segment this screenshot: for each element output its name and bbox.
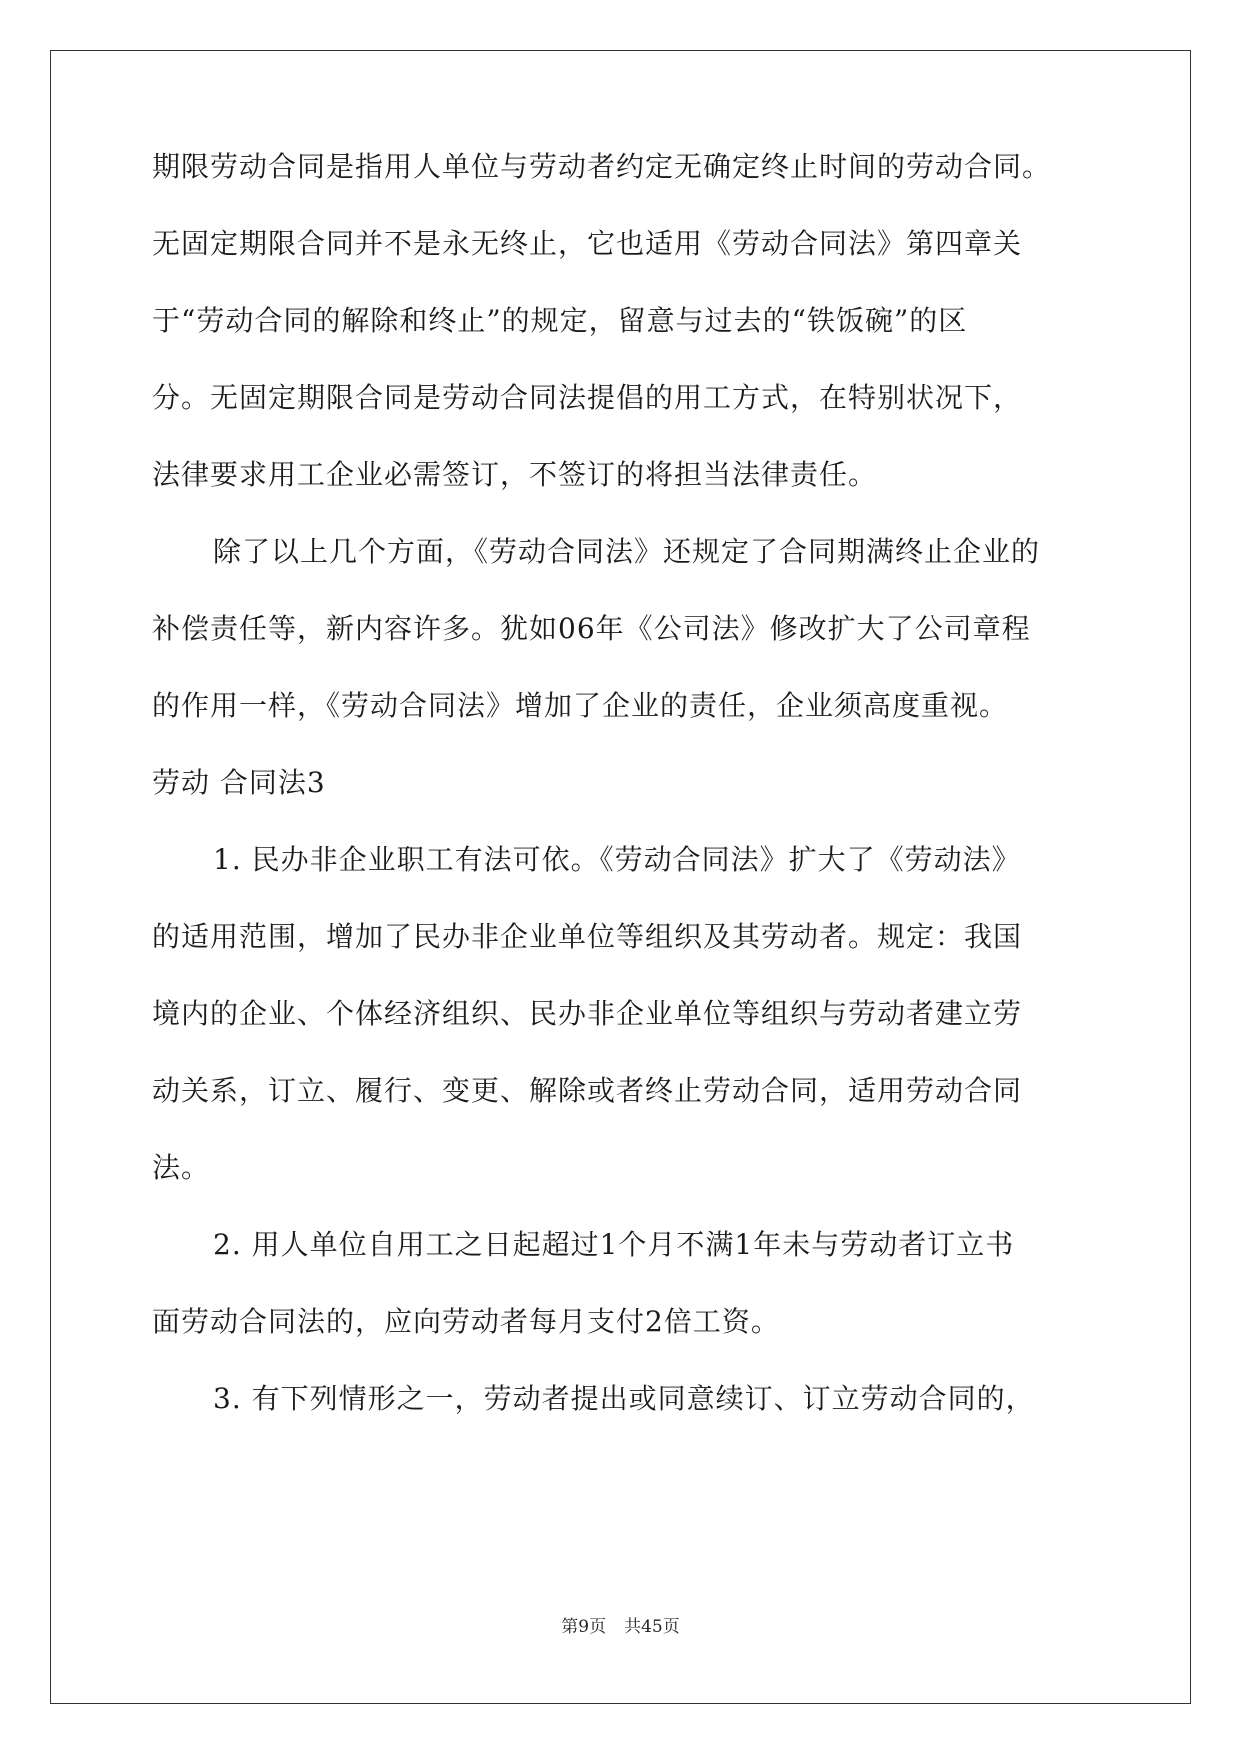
body-text-line: 动关系，订立、履行、变更、解除或者终止劳动合同，适用劳动合同 — [152, 1074, 1023, 1107]
body-text-line: 无固定期限合同并不是永无终止，它也适用《劳动合同法》第四章关 — [152, 227, 1023, 260]
list-item-1: 1. 民办非企业职工有法可依。《劳动合同法》扩大了《劳动法》 — [213, 843, 1021, 876]
body-text-line: 法。 — [152, 1151, 211, 1184]
body-text-line: 的作用一样，《劳动合同法》增加了企业的责任，企业须高度重视。 — [152, 689, 1009, 722]
page-footer — [0, 1616, 1241, 1638]
body-text-line: 分。无固定期限合同是劳动合同法提倡的用工方式，在特别状况下， — [152, 381, 1023, 414]
paragraph-first-line: 除了以上几个方面，《劳动合同法》还规定了合同期满终止企业的 — [213, 535, 1041, 568]
body-text-line: 法律要求用工企业必需签订，不签订的将担当法律责任。 — [152, 458, 878, 491]
list-item-2: 2. 用人单位自用工之日起超过1个月不满1年未与劳动者订立书 — [213, 1228, 1015, 1261]
section-heading: 劳动 合同法3 — [152, 766, 326, 799]
body-text-line: 境内的企业、个体经济组织、民办非企业单位等组织与劳动者建立劳 — [152, 997, 1023, 1030]
body-text-line: 的适用范围，增加了民办非企业单位等组织及其劳动者。规定：我国 — [152, 920, 1023, 953]
total-pages: 共45页 — [624, 1617, 680, 1637]
body-text-line: 面劳动合同法的，应向劳动者每月支付2倍工资。 — [152, 1305, 780, 1338]
body-text-line: 补偿责任等，新内容许多。犹如06年《公司法》修改扩大了公司章程 — [152, 612, 1031, 645]
body-text-line: 期限劳动合同是指用人单位与劳动者约定无确定终止时间的劳动合同。 — [152, 150, 1052, 183]
current-page-number: 第9页 — [561, 1617, 607, 1637]
body-text-line: 于“劳动合同的解除和终止”的规定，留意与过去的“铁饭碗”的区 — [152, 304, 968, 337]
list-item-3: 3. 有下列情形之一，劳动者提出或同意续订、订立劳动合同的， — [213, 1382, 1035, 1415]
